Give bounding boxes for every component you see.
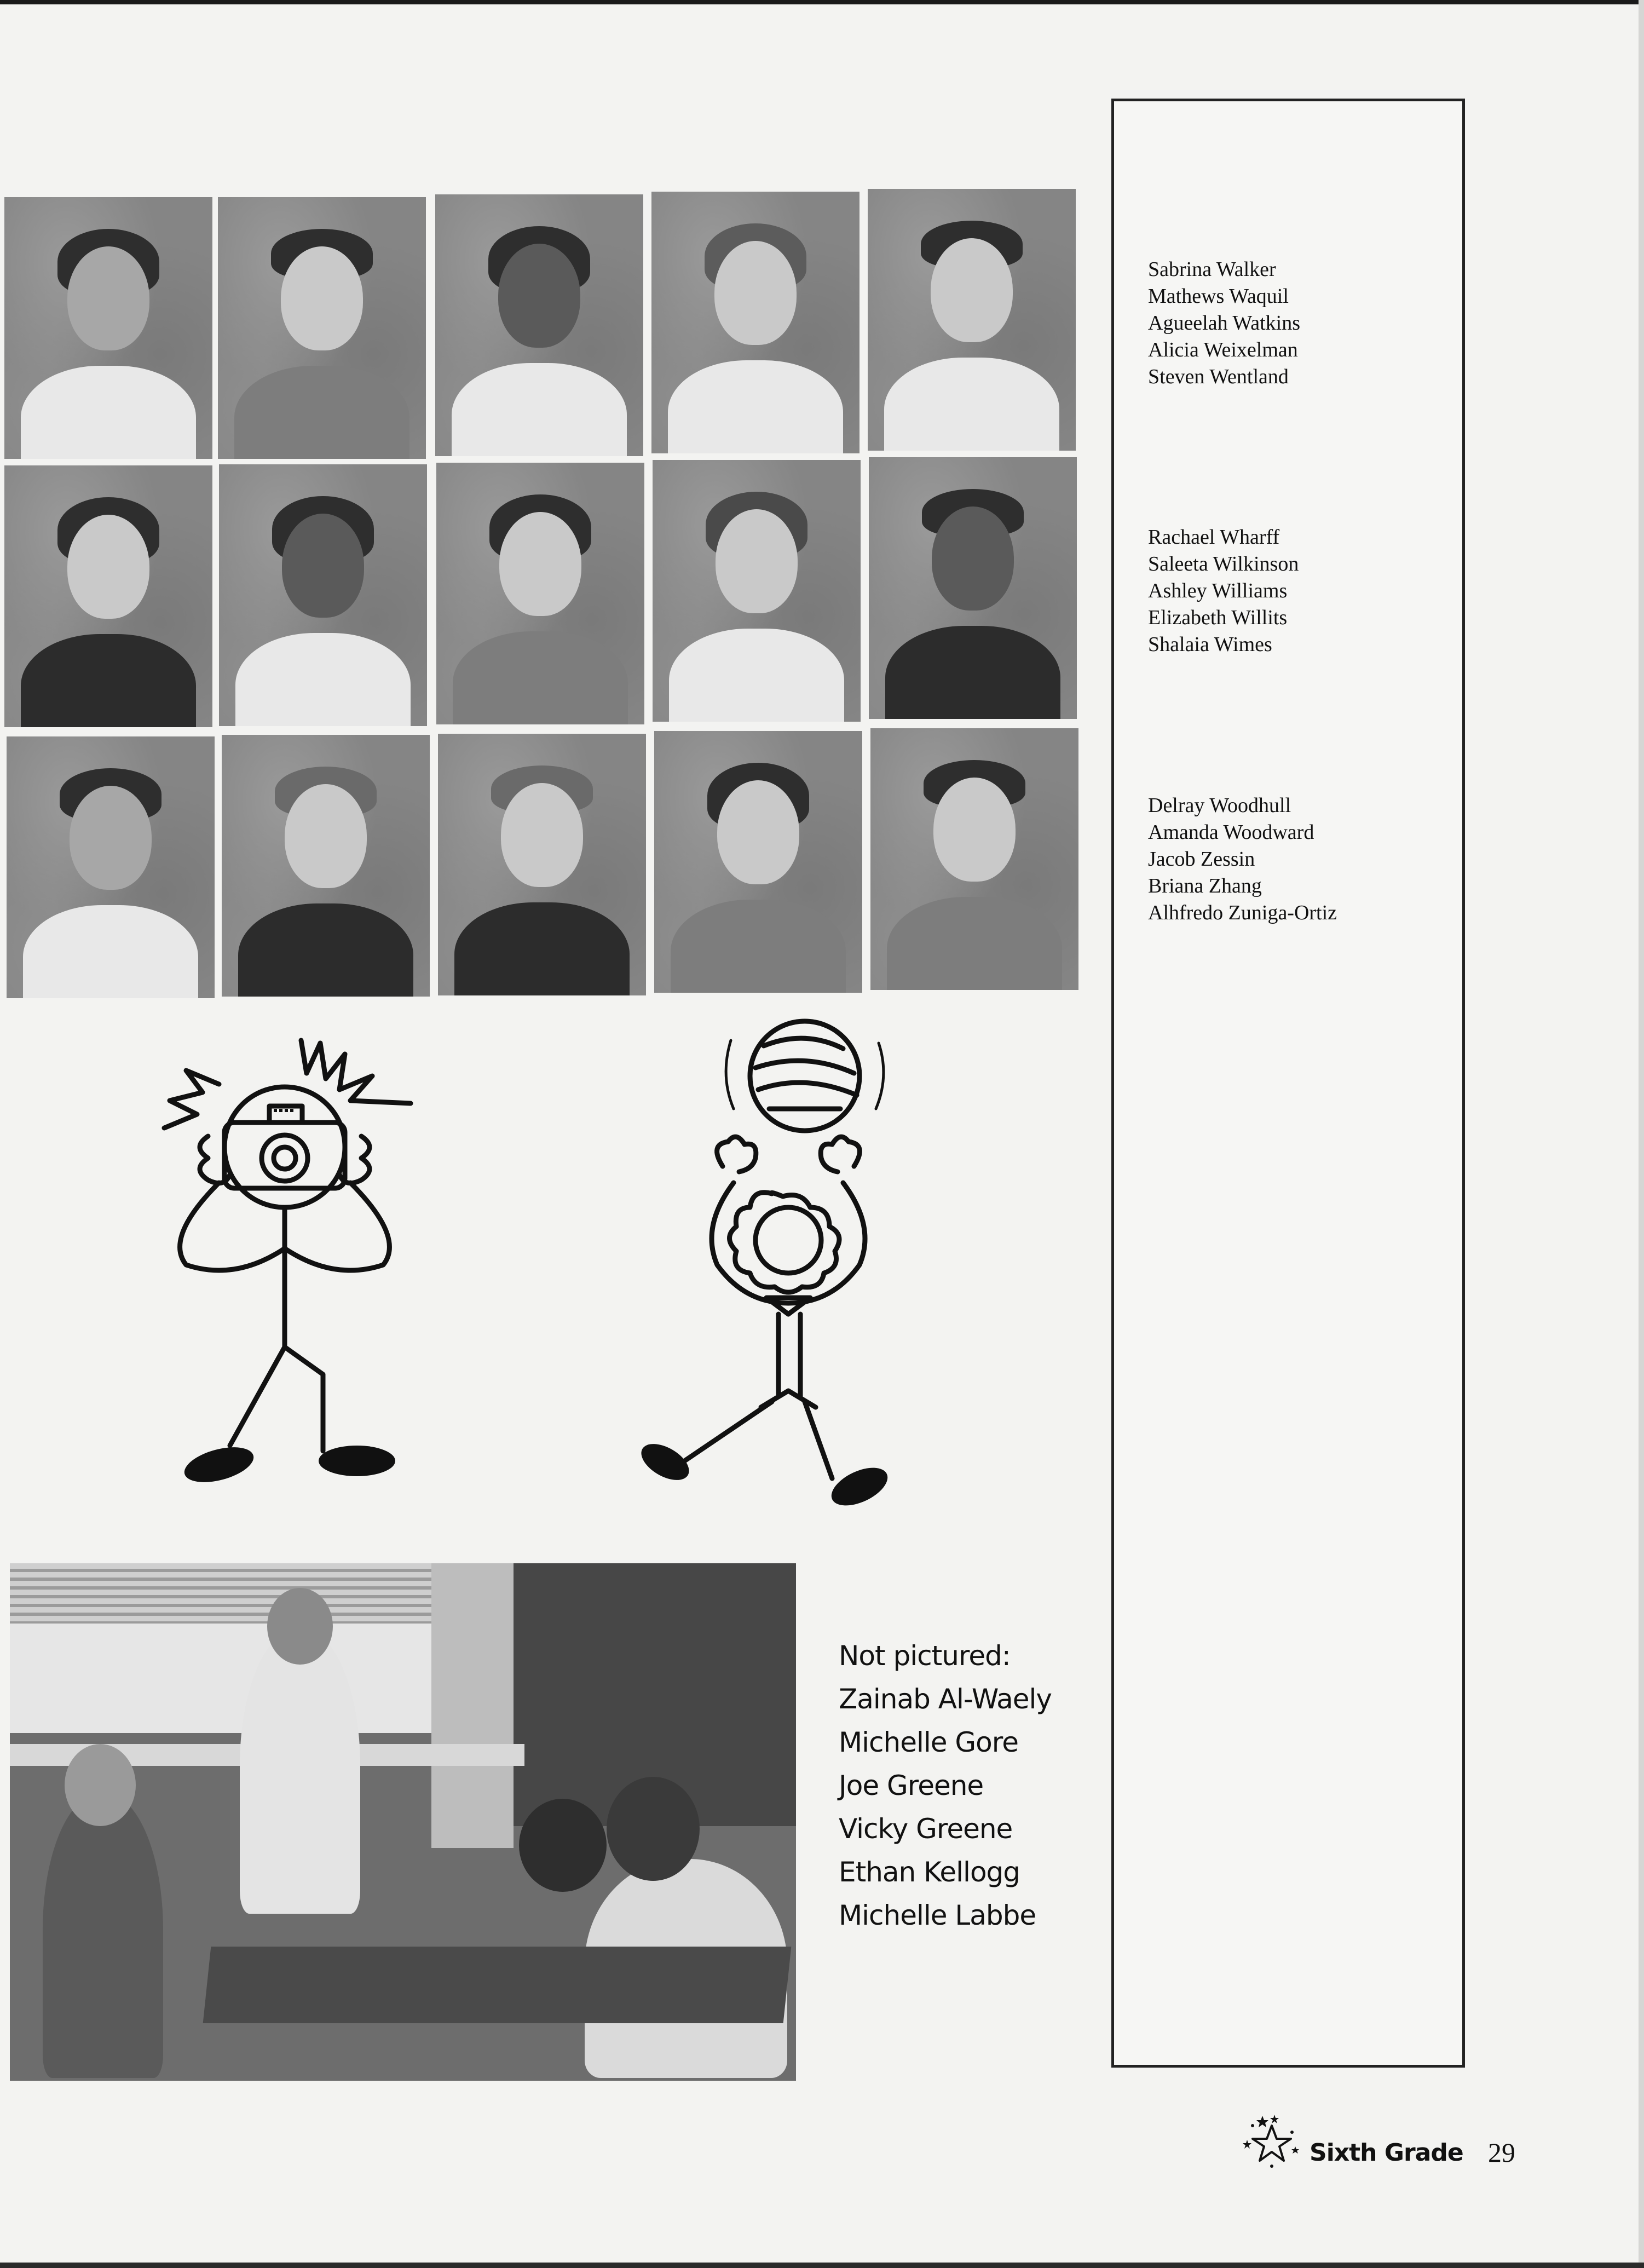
not-pictured-name: Vicky Greene [839,1813,1013,1845]
name-group-row-3 [1148,792,1337,926]
section-label: Sixth Grade [1310,2139,1463,2167]
portrait-photo [435,194,643,456]
page-right-edge [1639,0,1644,2268]
student-name: Jacob Zessin [1148,848,1255,871]
portrait-photo [868,189,1076,451]
student-name: Agueelah Watkins [1148,312,1301,335]
stars-icon [1242,2115,1302,2169]
student-name: Delray Woodhull [1148,794,1291,817]
not-pictured-name: Ethan Kellogg [839,1856,1020,1888]
not-pictured-name: Zainab Al-Waely [839,1683,1052,1715]
page-number: 29 [1488,2137,1515,2168]
portrait-photo [651,192,860,453]
student-name: Elizabeth Willits [1148,606,1288,629]
not-pictured-list [839,1634,1052,1937]
portrait-photo [4,197,212,459]
portrait-photo [436,463,644,724]
student-name: Ashley Williams [1148,579,1288,602]
not-pictured-heading: Not pictured: [839,1640,1011,1672]
portrait-photo [222,735,430,997]
student-name: Steven Wentland [1148,365,1289,388]
name-list-box [1111,99,1465,2068]
page-top-edge [0,0,1644,4]
classroom-photo [10,1563,796,2081]
not-pictured-name: Michelle Labbe [839,1899,1036,1931]
student-name: Shalaia Wimes [1148,633,1272,656]
name-group-row-2 [1148,524,1299,658]
portrait-photo [438,734,646,995]
name-group-row-1 [1148,256,1300,390]
volleyball-stick-figure-icon [624,1008,920,1517]
student-name: Alhfredo Zuniga-Ortiz [1148,901,1337,924]
portrait-photo [870,728,1078,990]
student-name: Rachael Wharff [1148,526,1280,549]
student-name: Amanda Woodward [1148,821,1314,844]
not-pictured-name: Joe Greene [839,1770,984,1801]
portrait-photo [869,457,1077,719]
portrait-photo [219,464,427,726]
portrait-photo [653,460,861,722]
not-pictured-name: Michelle Gore [839,1726,1018,1758]
student-name: Briana Zhang [1148,874,1262,897]
student-name: Mathews Waquil [1148,285,1289,308]
portrait-photo [7,736,215,998]
student-name: Alicia Weixelman [1148,338,1298,361]
student-name: Sabrina Walker [1148,258,1276,281]
portrait-photo [218,197,426,459]
page-bottom-edge [0,2263,1644,2268]
portrait-photo [4,465,212,727]
portrait-photo [654,731,862,993]
student-name: Saleeta Wilkinson [1148,552,1299,575]
camera-stick-figure-icon [153,1018,416,1500]
